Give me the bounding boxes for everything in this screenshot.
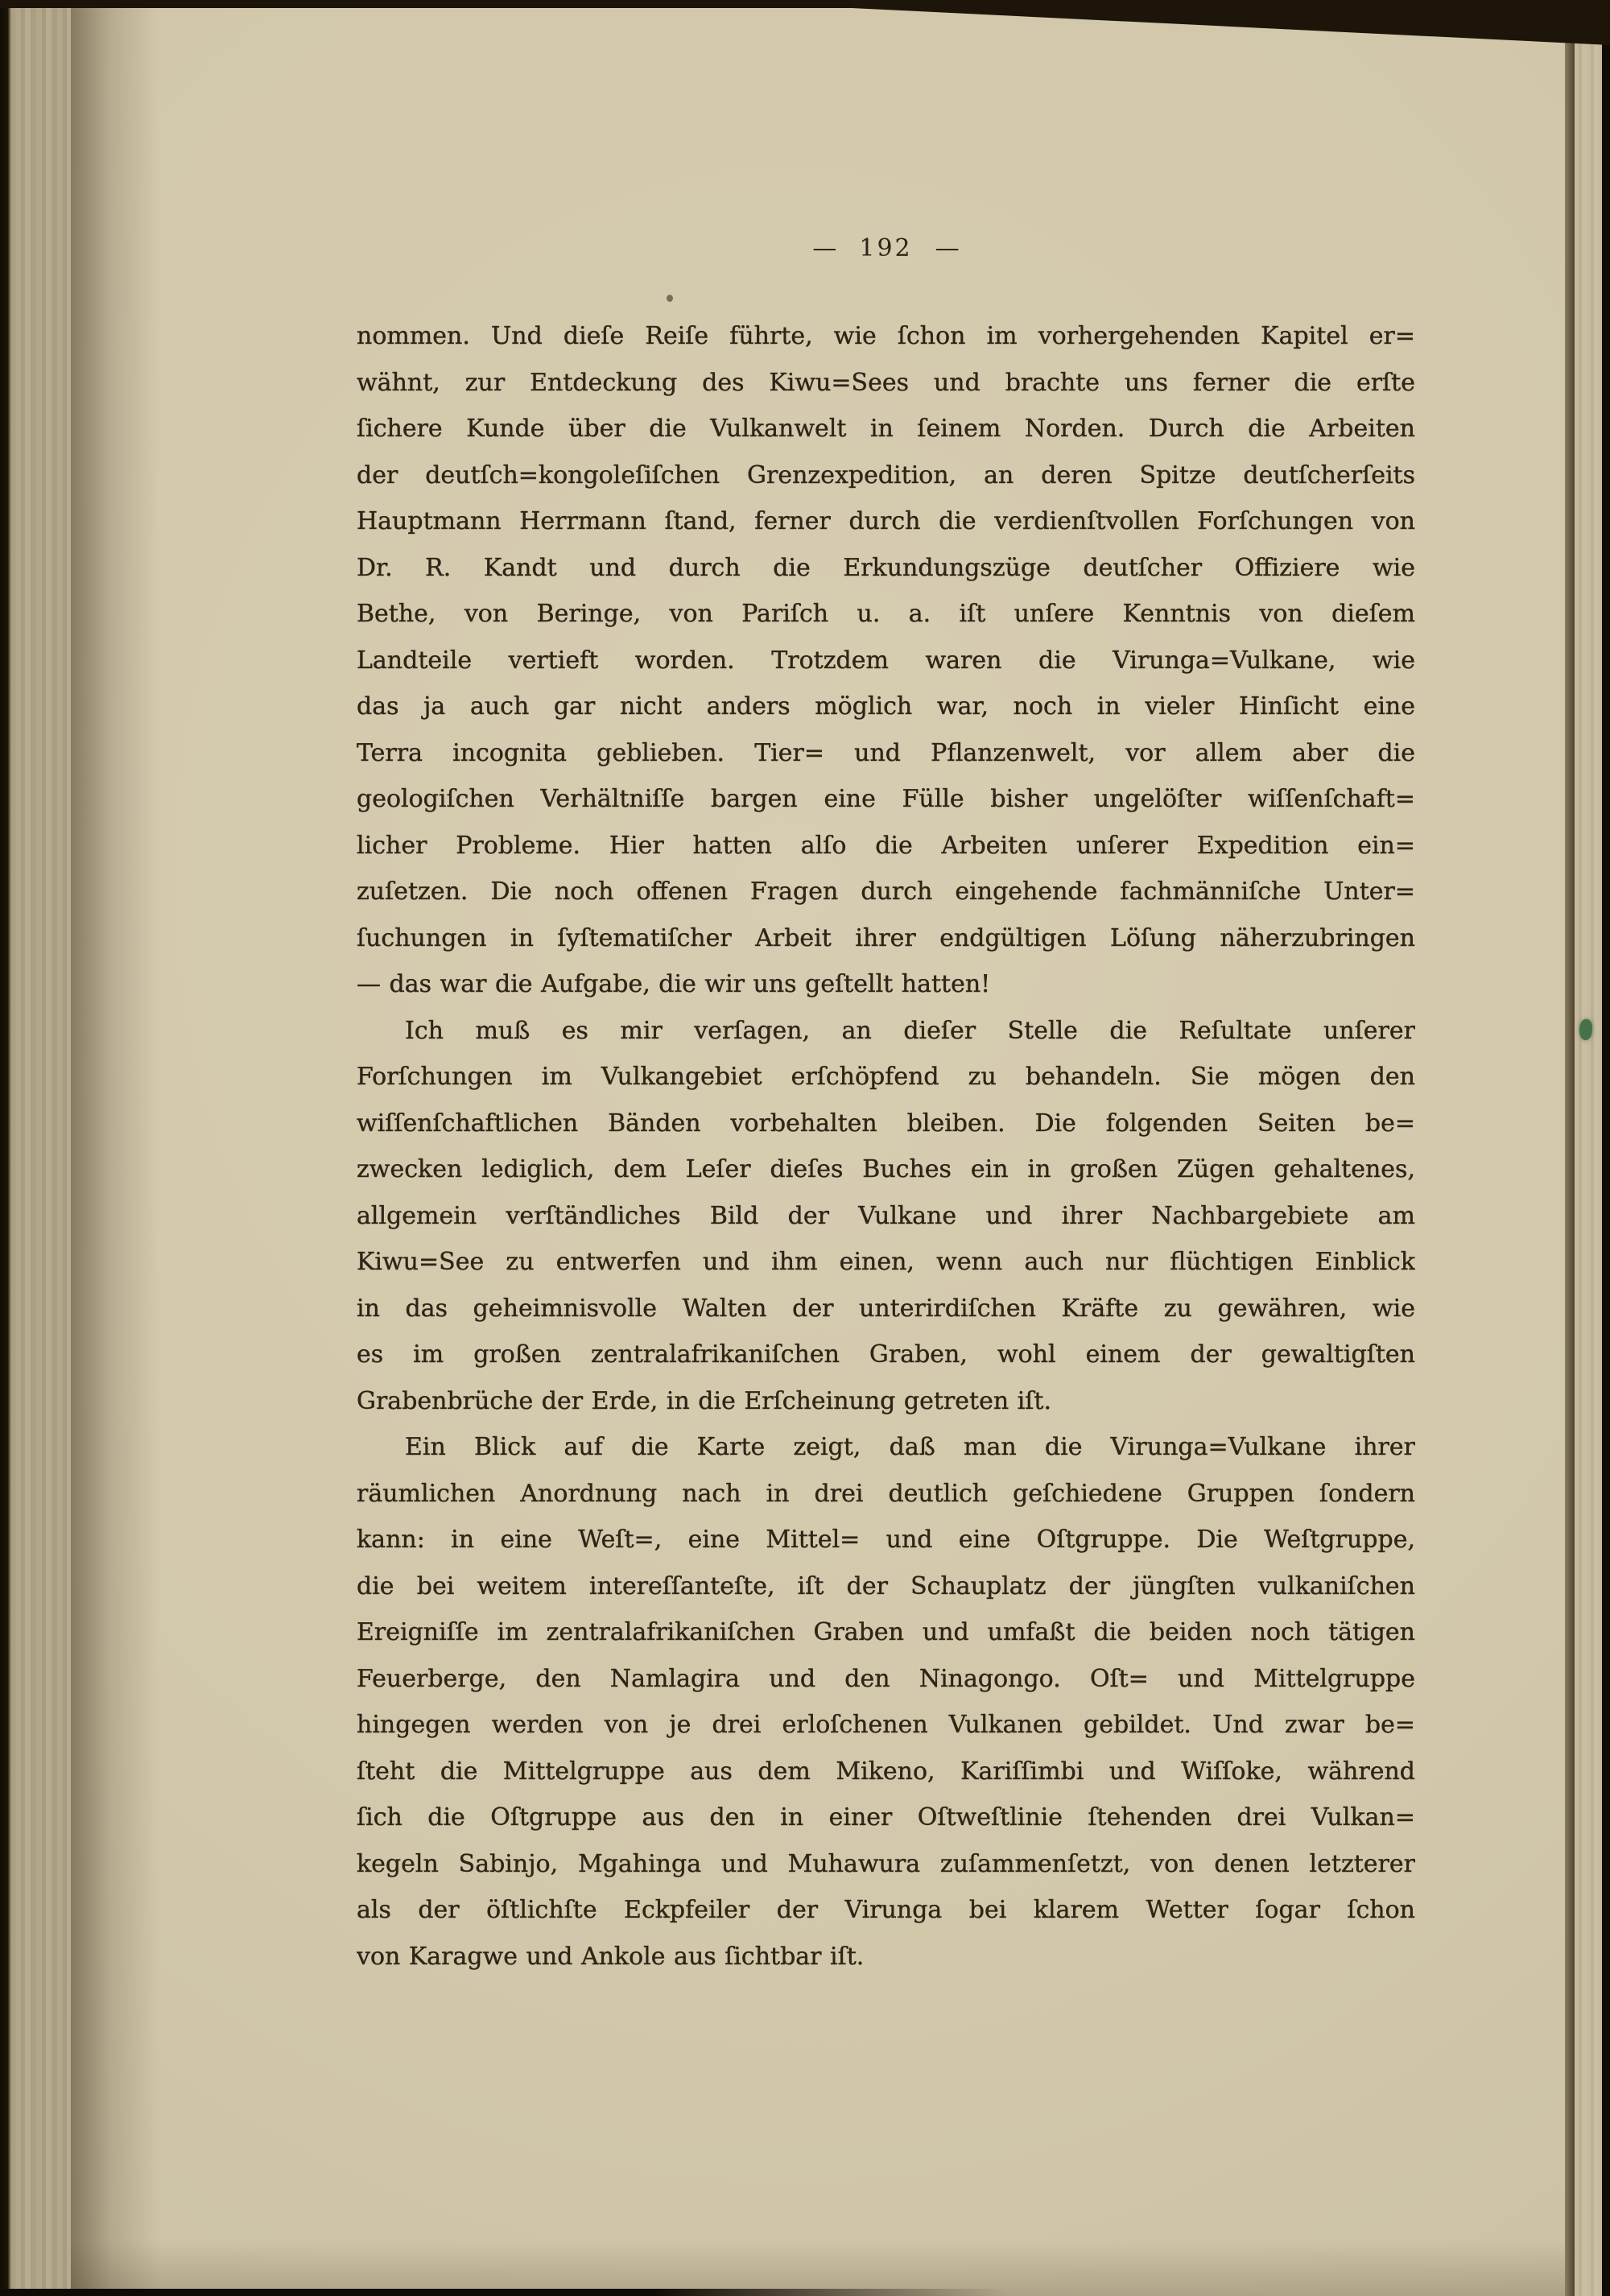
paper-speck bbox=[667, 295, 673, 302]
text-line: von Karagwe und Ankole aus ſichtbar iſt. bbox=[357, 1942, 865, 1971]
text-line: wiſſenſchaftlichen Bänden vorbehalten bleiben. Die folgenden Seiten be= bbox=[357, 1109, 1415, 1138]
text-line: Forſchungen im Vulkangebiet erſchöpfend zu behandeln. Sie mögen den bbox=[357, 1063, 1415, 1091]
page-header bbox=[357, 234, 1415, 262]
text-line: räumlichen Anordnung nach in drei deutlich geſchiedene Gruppen ſondern bbox=[357, 1479, 1415, 1508]
text-line: — das war die Aufgabe, die wir uns geſtellt hatten! bbox=[357, 970, 991, 998]
paragraph bbox=[357, 313, 1415, 1008]
text-line: das ja auch gar nicht anders möglich war, noch in vieler Hinſicht eine bbox=[357, 692, 1415, 721]
text-line: licher Probleme. Hier hatten alſo die Arbeiten unſerer Expedition ein= bbox=[357, 831, 1415, 860]
text-line: Bethe, von Beringe, von Pariſch u. a. iſt unſere Kenntnis von dieſem bbox=[357, 600, 1415, 628]
text-line: ſuchungen in ſyſtematiſcher Arbeit ihrer endgültigen Löſung näherzubringen bbox=[357, 923, 1415, 952]
text-line: es im großen zentralafrikaniſchen Graben, wohl einem der gewaltigſten bbox=[357, 1340, 1415, 1369]
header-dash-right: — bbox=[935, 234, 960, 262]
text-line: geologiſchen Verhältniſſe bargen eine Fülle bisher ungelöſter wiſſenſchaft= bbox=[357, 785, 1415, 813]
header-dash-left: — bbox=[812, 234, 837, 262]
text-line: nommen. Und dieſe Reiſe führte, wie ſchon im vorhergehenden Kapitel er= bbox=[357, 322, 1415, 350]
paragraph bbox=[357, 1008, 1415, 1425]
text-line: ſteht die Mittelgruppe aus dem Mikeno, Kariſſimbi und Wiſſoke, während bbox=[357, 1757, 1415, 1786]
text-line: Ich muß es mir verſagen, an dieſer Stelle die Reſultate unſerer bbox=[405, 1016, 1415, 1045]
text-line: zuſetzen. Die noch offenen Fragen durch eingehende fachmänniſche Unter= bbox=[357, 878, 1415, 906]
text-line: Ein Blick auf die Karte zeigt, daß man die Virunga=Vulkane ihrer bbox=[405, 1433, 1415, 1461]
right-page-gap bbox=[1565, 0, 1575, 2296]
text-line: Hauptmann Herrmann ſtand, ferner durch die verdienſtvollen Forſchungen von bbox=[357, 507, 1415, 535]
text-line: Feuerberge, den Namlagira und den Ninagongo. Oſt= und Mittelgruppe bbox=[357, 1664, 1415, 1693]
text-line: wähnt, zur Entdeckung des Kiwu=Sees und brachte uns ferner die erſte bbox=[357, 368, 1415, 397]
text-line: hingegen werden von je drei erloſchenen Vulkanen gebildet. Und zwar be= bbox=[357, 1711, 1415, 1739]
text-line: ſich die Oſtgruppe aus den in einer Oſtweſtlinie ſtehenden drei Vulkan= bbox=[357, 1803, 1415, 1831]
paragraph bbox=[357, 1424, 1415, 1980]
text-line: allgemein verſtändliches Bild der Vulkane und ihrer Nachbargebiete am bbox=[357, 1201, 1415, 1230]
text-line: der deutſch=kongoleſiſchen Grenzexpedition, an deren Spitze deutſcherſeits bbox=[357, 460, 1415, 489]
text-line: Grabenbrüche der Erde, in die Erſcheinung getreten iſt. bbox=[357, 1386, 1051, 1415]
text-line: kegeln Sabinjo, Mgahinga und Muhawura zuſammenſetzt, von denen letzterer bbox=[357, 1849, 1415, 1878]
right-dark-edge bbox=[1602, 0, 1610, 2296]
text-line: Landteile vertieft worden. Trotzdem waren die Virunga=Vulkane, wie bbox=[357, 646, 1415, 675]
text-line: ſichere Kunde über die Vulkanwelt in ſeinem Norden. Durch die Arbeiten bbox=[357, 415, 1415, 443]
page-bottom-shade bbox=[71, 2240, 1567, 2296]
text-line: Ereigniſſe im zentralafrikaniſchen Graben und umfaßt die beiden noch tätigen bbox=[357, 1618, 1415, 1646]
text-line: in das geheimnisvolle Walten der unterirdiſchen Kräfte zu gewähren, wie bbox=[357, 1294, 1415, 1323]
book-page bbox=[71, 5, 1567, 2296]
text-line: Kiwu=See zu entwerfen und ihm einen, wenn auch nur flüchtigen Einblick bbox=[357, 1248, 1415, 1276]
gutter-shadow bbox=[71, 5, 159, 2296]
bottom-scan-band bbox=[0, 2289, 1006, 2296]
text-line: zwecken lediglich, dem Leſer dieſes Buches ein in großen Zügen gehaltenes, bbox=[357, 1155, 1415, 1183]
page-number: 192 bbox=[859, 234, 913, 262]
next-page-fore-edge bbox=[1575, 0, 1602, 2296]
text-block bbox=[357, 313, 1415, 1980]
green-blemish bbox=[1579, 1019, 1592, 1040]
text-line: Dr. R. Kandt und durch die Erkundungszüge deutſcher Offiziere wie bbox=[357, 553, 1415, 582]
text-line: Terra incognita geblieben. Tier= und Pflanzenwelt, vor allem aber die bbox=[357, 738, 1415, 767]
text-line: kann: in eine Weſt=, eine Mittel= und eine Oſtgruppe. Die Weſtgruppe, bbox=[357, 1526, 1415, 1554]
gutter-dark-edge bbox=[0, 0, 11, 2296]
text-line: als der öſtlichſte Eckpfeiler der Virunga bei klarem Wetter ſogar ſchon bbox=[357, 1896, 1415, 1924]
text-line: die bei weitem intereſſanteſte, iſt der Schauplatz der jüngſten vulkaniſchen bbox=[357, 1571, 1415, 1600]
